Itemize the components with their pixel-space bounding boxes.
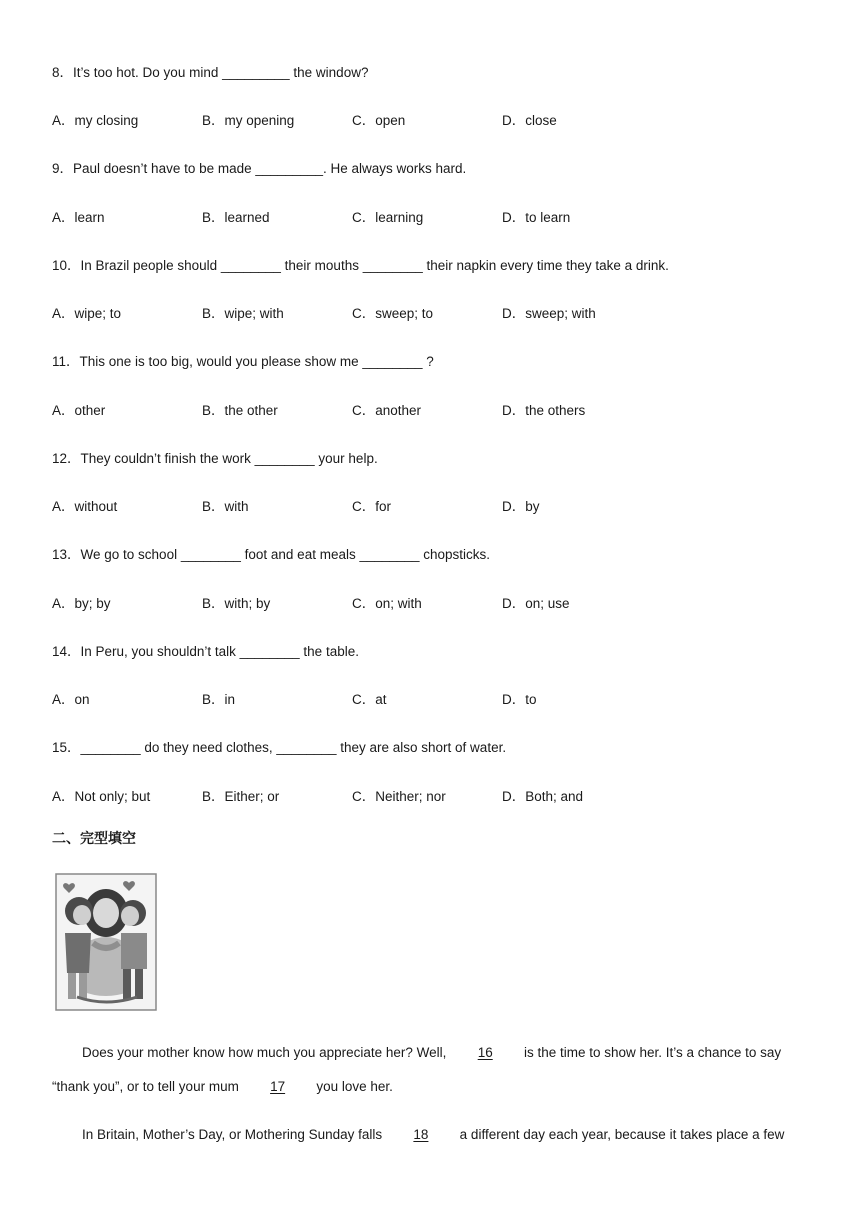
q14-option-a: A．on: [52, 692, 90, 707]
question-14-stem: 14．In Peru, you shouldn’t talk ________ the table.: [52, 644, 359, 659]
q14-option-c: C．at: [352, 692, 387, 707]
q8-option-d: D．close: [502, 113, 557, 128]
q15-option-b: B．Either; or: [202, 789, 280, 804]
question-11-stem: 11．This one is too big, would you please show me ________ ?: [52, 354, 434, 369]
passage-text: a different day each year, because it takes place a few: [459, 1127, 785, 1142]
q13-option-b: B．with; by: [202, 596, 271, 611]
q15-option-c: C．Neither; nor: [352, 789, 446, 804]
q12-option-c: C．for: [352, 499, 392, 514]
q11-option-a: A．other: [52, 403, 106, 418]
passage-line-1: [82, 1045, 781, 1060]
question-12-stem: 12．They couldn’t finish the work ________ your help.: [52, 451, 378, 466]
q9-option-a: A．learn: [52, 210, 105, 225]
q9-option-b: B．learned: [202, 210, 270, 225]
passage-text: Does your mother know how much you appreciate her? Well,: [82, 1045, 447, 1060]
blank-18: 18: [413, 1127, 429, 1142]
passage-text: you love her.: [316, 1079, 393, 1094]
q8-option-b: B．my opening: [202, 113, 295, 128]
q8-option-a: A．my closing: [52, 113, 139, 128]
q9-option-d: D．to learn: [502, 210, 571, 225]
q10-option-c: C．sweep; to: [352, 306, 434, 321]
q15-option-a: A．Not only; but: [52, 789, 151, 804]
q9-option-c: C．learning: [352, 210, 424, 225]
q12-option-d: D．by: [502, 499, 540, 514]
passage-line-2: [52, 1079, 393, 1094]
question-10-stem: 10．In Brazil people should ________ their mouths ________ their napkin every time they take a drink.: [52, 258, 669, 273]
q11-option-d: D．the others: [502, 403, 586, 418]
q13-option-a: A．by; by: [52, 596, 111, 611]
section-title: 二、完型填空: [52, 830, 136, 846]
q12-option-b: B．with: [202, 499, 249, 514]
blank-16: 16: [477, 1045, 493, 1060]
blank-17: 17: [270, 1079, 286, 1094]
question-8-stem: 8．It’s too hot. Do you mind _________ the window?: [52, 65, 369, 80]
q15-option-d: D．Both; and: [502, 789, 584, 804]
passage-line-3: [82, 1127, 784, 1142]
q11-option-b: B．the other: [202, 403, 278, 418]
q8-option-c: C．open: [352, 113, 406, 128]
q14-option-b: B．in: [202, 692, 236, 707]
q14-option-d: D．to: [502, 692, 537, 707]
q10-option-b: B．wipe; with: [202, 306, 284, 321]
question-9-stem: 9．Paul doesn’t have to be made _________. He always works hard.: [52, 161, 467, 176]
q13-option-c: C．on; with: [352, 596, 422, 611]
q10-option-d: D．sweep; with: [502, 306, 596, 321]
mother-children-illustration: [55, 873, 157, 1011]
passage-text: “thank you”, or to tell your mum: [52, 1079, 239, 1094]
question-13-stem: 13．We go to school ________ foot and eat meals ________ chopsticks.: [52, 547, 491, 562]
passage-text: In Britain, Mother’s Day, or Mothering Sunday falls: [82, 1127, 383, 1142]
q12-option-a: A．without: [52, 499, 118, 514]
passage-text: is the time to show her. It’s a chance to say: [523, 1045, 782, 1060]
question-15-stem: 15．________ do they need clothes, ________ they are also short of water.: [52, 740, 507, 755]
q10-option-a: A．wipe; to: [52, 306, 122, 321]
q11-option-c: C．another: [352, 403, 422, 418]
q13-option-d: D．on; use: [502, 596, 570, 611]
